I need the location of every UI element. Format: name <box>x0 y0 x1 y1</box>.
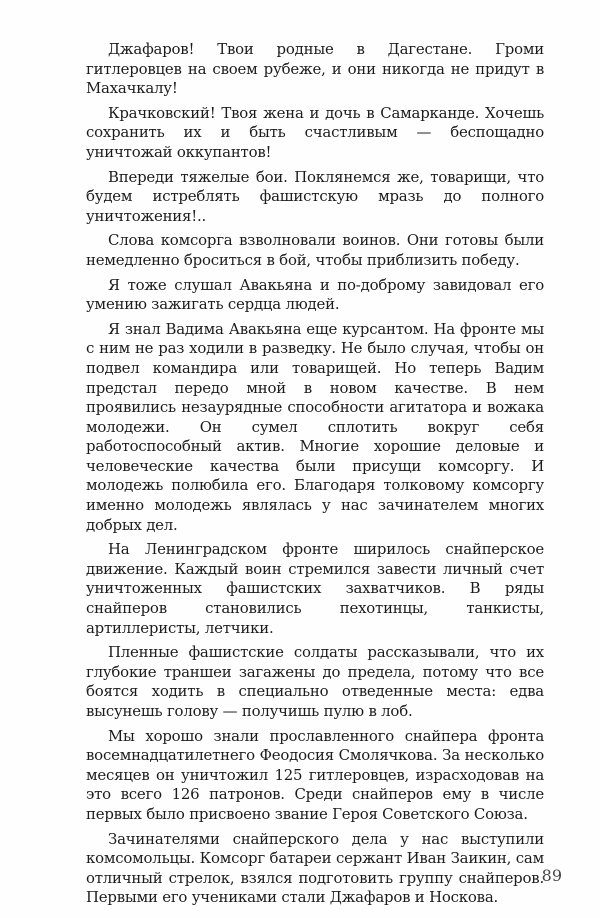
paragraph-krachkovsky-appeal: Крачковский! Твоя жена и дочь в Самарканде. Хочешь сохранить их и быть счастливым — беспощадно уничтожай оккупантов! <box>86 103 544 161</box>
paragraph-prisoners: Пленные фашистские солдаты рассказывали, что их глубокие траншеи загажены до предела, потому что все боятся ходить в специально отведенные места: едва высунешь голову — получишь пулю в лоб. <box>86 643 544 720</box>
paragraph-vadim-avakyan: Я знал Вадима Авакьяна еще курсантом. На фронте мы с ним не раз ходили в разведку. Не было случая, чтобы он подвел командира или товарищей. Но теперь Вадим предстал передо мной в новом качестве. В нем проявились незаурядные способности агитатора и вожака молодежи. Он сумел сплотить вокруг себя работоспособный актив. Многие хорошие деловые и человеческие качества были присущи комсоргу. И молодежь полюбила его. Благодаря толковому комсоргу именно молодежь являлась у нас зачинателем многих добрых дел. <box>86 319 544 534</box>
page-number: 89 <box>541 866 562 885</box>
paragraph-dzhafarov-appeal: Джафаров! Твои родные в Дагестане. Громи гитлеровцев на своем рубеже, и они никогда не придут в Махачкалу! <box>86 40 544 98</box>
paragraph-oath: Впереди тяжелые бои. Поклянемся же, товарищи, что будем истреблять фашистскую мразь до полного уничтожения!.. <box>86 167 544 225</box>
body-text <box>86 40 544 913</box>
paragraph-sniper-movement: На Ленинградском фронте ширилось снайперское движение. Каждый воин стремился завести личный счет уничтоженных фашистских захватчиков. В ряды снайперов становились пехотинцы, танкисты, артиллеристы, летчики. <box>86 540 544 637</box>
paragraph-zaikin: Зачинателями снайперского дела у нас выступили комсомольцы. Комсорг батареи сержант Иван Заикин, сам отличный стрелок, взялся подготовить группу снайперов. Первыми его учениками стали Джафаров и Носкова. <box>86 829 544 907</box>
paragraph-author-listened: Я тоже слушал Авакьяна и по-доброму завидовал его умению зажигать сердца людей. <box>86 275 544 314</box>
paragraph-soldiers-moved: Слова комсорга взволновали воинов. Они готовы были немедленно броситься в бой, чтобы приблизить победу. <box>86 231 544 269</box>
paragraph-smolyachkov: Мы хорошо знали прославленного снайпера фронта восемнадцатилетнего Феодосия Смолячкова. За несколько месяцев он уничтожил 125 гитлеровцев, израсходовав на это всего 126 патронов. Среди снайперов ему в числе первых было присвоено звание Героя Советского Союза. <box>86 726 544 823</box>
